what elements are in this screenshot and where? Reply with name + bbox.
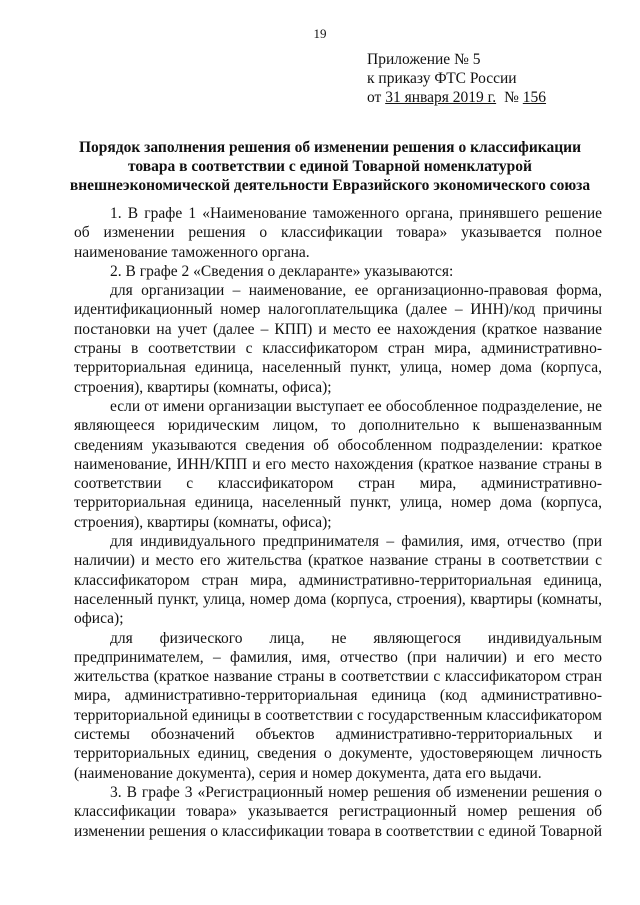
paragraph-7: 3. В графе 3 «Регистрационный номер решения об изменении решения о классификации товара» указывается регистрационный номер решения об изменении решения о классификации товара в соответствии с единой Товарной [74,783,602,840]
title-line-1: Порядок заполнения решения об изменении решения о классификации [78,139,582,156]
title-line-3: внешнеэкономической деятельности Евразийского экономического союза [69,177,591,194]
appendix-order-ref: к приказу ФТС России [367,70,517,87]
appendix-title: Приложение № 5 [367,51,481,68]
paragraph-2: 2. В графе 2 «Сведения о декларанте» указываются: [110,262,454,280]
appendix-number-label: № [504,89,523,106]
paragraph-6: для физического лица, не являющегося индивидуальным предпринимателем, – фамилия, имя, отчество (при наличии) и его место жительства (краткое название страны в соответствии с классификатором стран мира, административно-территориальная единица (код административно-территориальной единицы в соответствии с государственным классификатором системы обозначений объектов административно-территориальных и территориальных единиц, сведения о документе, удостоверяющем личность (наименование документа), серия и номер документа, дата его выдачи. [74,629,602,782]
appendix-date-prefix: от [367,89,386,106]
paragraph-5: для индивидуального предпринимателя – фамилия, имя, отчество (при наличии) и место его жительства (краткое название страны в соответствии с классификатором стран мира, административно-территориальная единица, населенный пункт, улица, номер дома (корпуса, строения), квартиры (комнаты, офиса); [74,533,602,628]
appendix-header [367,50,567,107]
title-line-2: товара в соответствии с единой Товарной номенклатурой [128,158,532,175]
appendix-date-line [367,88,567,107]
document-body [74,204,602,841]
page-number: 19 [313,26,327,41]
paragraph-4: если от имени организации выступает ее обособленное подразделение, не являющееся юридическим лицом, то дополнительно к вышеназванным сведениям указываются сведения об обособленном подразделении: краткое наименование, ИНН/КПП и его место нахождения (краткое название страны в соответствии с классификатором стран мира, административно-территориальная единица, населенный пункт, улица, номер дома (корпуса, строения), квартиры (комнаты, офиса); [74,397,602,531]
paragraph-3: для организации – наименование, ее организационно-правовая форма, идентификационный номер налогоплательщика (далее – ИНН)/код причины постановки на учет (далее – КПП) и место ее нахождения (краткое название страны в соответствии с классификатором стран мира, административно-территориальная единица, населенный пункт, улица, номер дома (корпуса, строения), квартиры (комнаты, офиса); [74,282,602,396]
paragraph-1: 1. В графе 1 «Наименование таможенного органа, принявшего решение об изменении решения о классификации товара» указывается полное наименование таможенного органа. [74,205,602,261]
document-title [60,138,600,195]
appendix-number: 156 [522,89,547,106]
appendix-date: 31 января 2019 г. [385,89,497,106]
